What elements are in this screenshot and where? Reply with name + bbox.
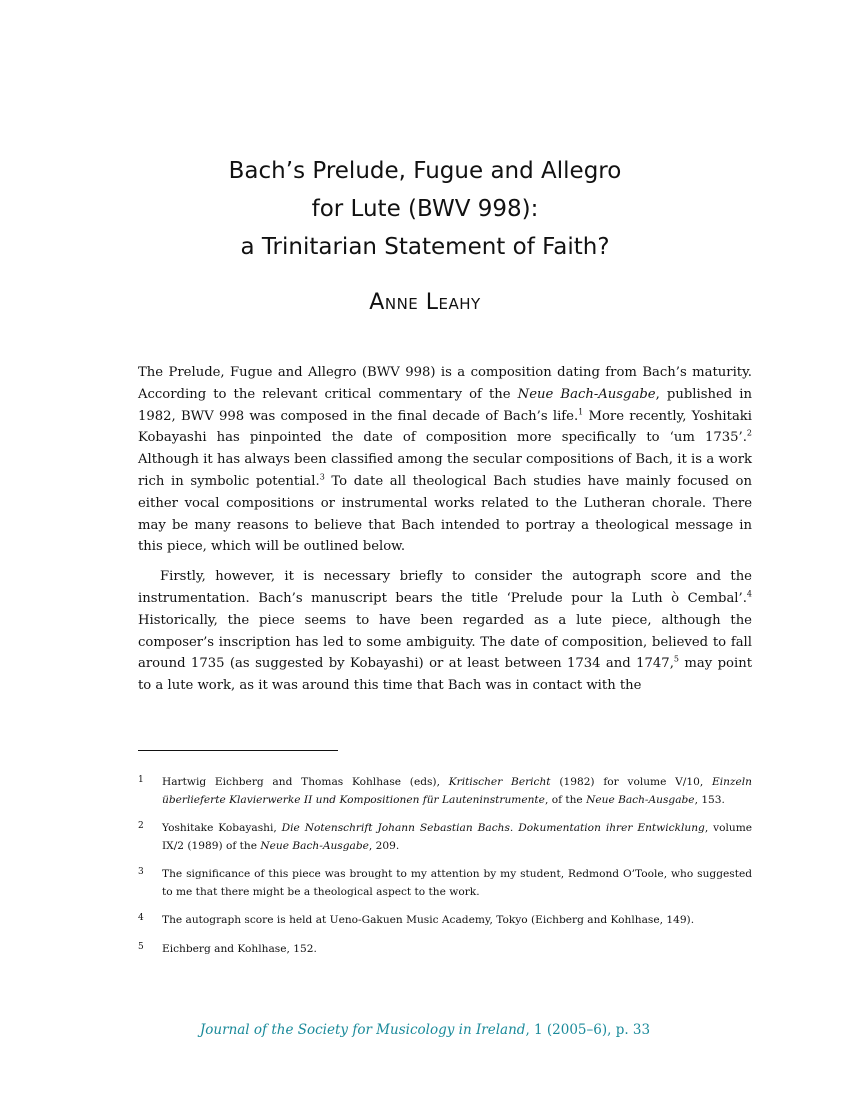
footnote-italic: Die Notenschrift Johann Sebastian Bachs. Dokumentation ihrer Entwicklung <box>281 822 705 834</box>
paragraph-2 <box>138 566 752 697</box>
footnote-number: 3 <box>138 867 144 877</box>
journal-name: Journal of the Society for Musicology in Ireland <box>199 1022 526 1038</box>
footnote-text: The autograph score is held at Ueno-Gakuen Music Academy, Tokyo (Eichberg and Kohlhase, 149). <box>162 914 695 926</box>
footnote-ref-2[interactable]: 2 <box>746 429 752 438</box>
footnote-number: 1 <box>138 775 144 785</box>
paragraph-1-text-d: Although it has always been classified among the secular compositions of Bach, it is a work rich in symbolic potential. <box>138 452 752 489</box>
footnote-ref-5[interactable]: 5 <box>673 654 679 664</box>
footnote-text: The significance of this piece was brought to my attention by my student, Redmond O’Toole, who suggested to me that there might be a theological aspect to the work. <box>162 868 752 898</box>
footnote-text: Eichberg and Kohlhase, 152. <box>162 942 317 955</box>
paragraph-1-text-e: To date all theological Bach studies have mainly focused on either vocal compositions or instrumental works related to the Lutheran chorale. There may be many reasons to believe that Bach intended to portray a theological message in this piece, which will be outlined below. <box>138 473 752 555</box>
footnote-text: , of the <box>544 793 587 806</box>
footnote-text: Hartwig Eichberg and Thomas Kohlhase (eds), <box>162 776 449 788</box>
article-title <box>0 152 850 266</box>
footnote-italic: Neue Bach-Ausgabe <box>586 793 695 806</box>
footnote-text: Yoshitake Kobayashi, <box>162 822 282 834</box>
paragraph-2-text-c: may point to a lute work, as it was around this time that Bach was in contact with the <box>138 656 752 694</box>
footnote-1 <box>138 774 752 809</box>
footnote-2 <box>138 820 752 855</box>
article-body <box>138 362 752 705</box>
footnote-ref-3[interactable]: 3 <box>319 472 325 482</box>
footnote-number: 2 <box>138 821 144 831</box>
footnote-number: 5 <box>138 941 144 952</box>
footnote-italic: Neue Bach-Ausgabe <box>260 839 369 852</box>
footnote-text: , 153. <box>694 793 725 806</box>
footnote-ref-1[interactable]: 1 <box>578 407 584 417</box>
footnote-text: , volume IX/2 (1989) of the <box>162 822 753 852</box>
title-line-1: Bach’s Prelude, Fugue and Allegro <box>228 158 622 184</box>
footnote-5 <box>138 941 752 959</box>
footnote-number: 4 <box>138 913 144 923</box>
paragraph-2-text-b: Historically, the piece seems to have been regarded as a lute piece, although the composer’s inscription has led to some ambiguity. The date of composition, believed to fall around 1735 (as suggested by Kobayashi) or at least between 1734 and 1747, <box>138 612 752 672</box>
footnote-italic: Einzeln überlieferte Klavierwerke II und Kompositionen für Lauteninstrumente <box>162 776 752 806</box>
paragraph-1-text-a: The Prelude, Fugue and Allegro (BWV 998) is a composition dating from Bach’s maturity. According to the relevant critical commentary of the <box>138 365 752 402</box>
title-line-2: for Lute (BWV 998): <box>311 196 539 222</box>
footnote-text: (1982) for volume V/10, <box>550 776 712 788</box>
footnote-italic: Kritischer Bericht <box>448 776 551 788</box>
journal-issue-page: , 1 (2005–6), p. 33 <box>525 1022 651 1038</box>
footnote-3 <box>138 866 752 901</box>
title-line-3: a Trinitarian Statement of Faith? <box>240 234 610 260</box>
footnote-text: , 209. <box>368 839 400 852</box>
paragraph-1-text-b: , published in 1982, BWV 998 was composed in the final decade of Bach’s life. <box>138 386 752 424</box>
author-name: Anne Leahy <box>369 290 481 315</box>
footnote-4 <box>138 912 752 930</box>
journal-footer <box>0 1022 850 1038</box>
paragraph-1-text-c: More recently, Yoshitaki Kobayashi has pinpointed the date of composition more specifically to ‘um 1735’. <box>138 408 753 446</box>
paragraph-2-text-a: Firstly, however, it is necessary briefly to consider the autograph score and the instrumentation. Bach’s manuscript bears the title ‘Prelude pour la Luth ò Cembal’. <box>138 569 752 606</box>
paragraph-1 <box>138 362 752 558</box>
italic-neue-bach-ausgabe: Neue Bach-Ausgabe <box>517 386 656 402</box>
footnote-separator <box>138 750 338 751</box>
footnotes <box>138 774 752 969</box>
footnote-ref-4[interactable]: 4 <box>746 589 752 599</box>
